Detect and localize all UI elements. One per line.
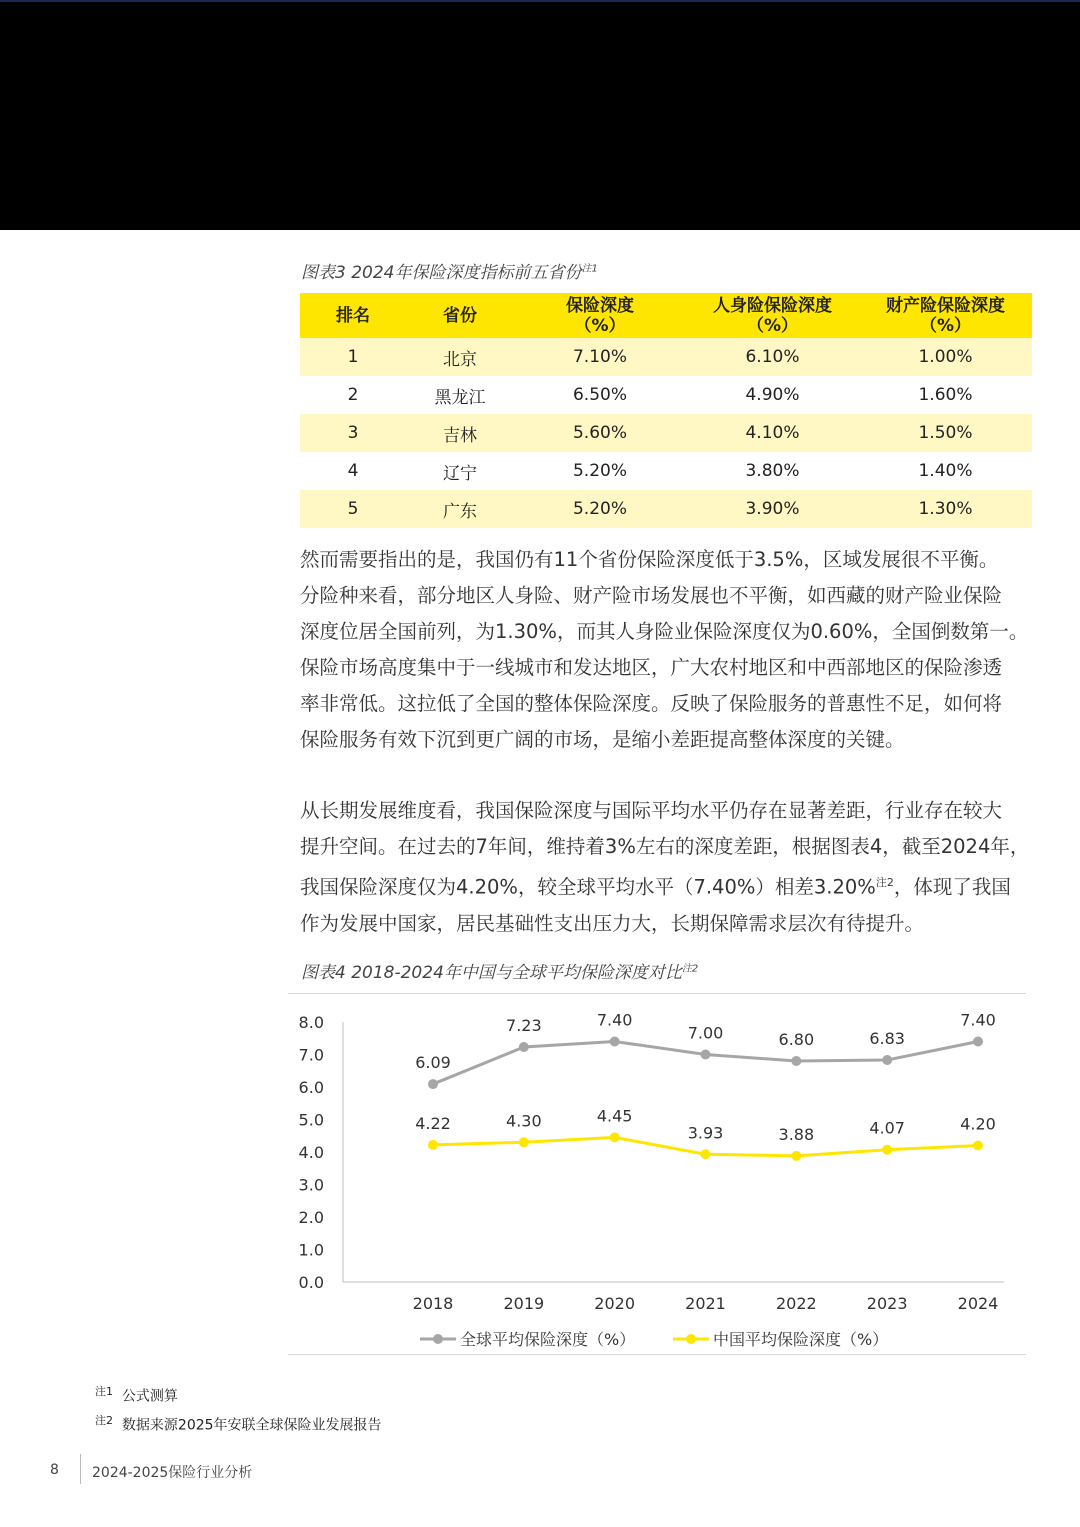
para2-line: 提升空间。在过去的7年间，维持着3%左右的深度差距，根据图表4，截至2024年， <box>300 835 1030 858</box>
table-cell: 黑龙江 <box>406 376 514 414</box>
note-1-text: 公式测算 <box>121 1388 178 1405</box>
table-cell: 4.90% <box>686 376 859 414</box>
table-cell: 5.20% <box>514 452 686 490</box>
x-tick-label: 2021 <box>685 1294 726 1313</box>
table3-caption-note: 注1 <box>581 263 598 275</box>
table3 <box>300 293 1032 528</box>
y-tick-label: 1.0 <box>298 1240 324 1260</box>
table-cell: 北京 <box>406 338 514 376</box>
paragraph-regional-imbalance <box>300 542 1045 758</box>
page-number: 8 <box>50 1462 59 1478</box>
y-tick-label: 4.0 <box>298 1143 324 1162</box>
table-row <box>300 414 1032 452</box>
para2-note: 注2 <box>875 876 894 889</box>
legend-label: 全球平均保险深度（%） <box>460 1330 636 1349</box>
table-cell: 6.10% <box>686 338 859 376</box>
note-1 <box>95 1383 178 1406</box>
table-cell: 广东 <box>406 490 514 528</box>
x-tick-label: 2023 <box>866 1294 908 1313</box>
legend-label: 中国平均保险深度（%） <box>713 1330 889 1349</box>
data-label-global: 6.09 <box>415 1053 451 1073</box>
y-tick-label: 0.0 <box>298 1273 324 1292</box>
chart4-caption-text: 图表4 2018-2024年中国与全球平均保险深度对比 <box>301 963 682 983</box>
data-label-global: 7.00 <box>687 1023 724 1043</box>
table-cell: 5 <box>300 490 406 528</box>
table-cell: 6.50% <box>514 376 686 414</box>
table-cell: 1.50% <box>859 414 1032 452</box>
table-cell: 3 <box>300 414 406 452</box>
table-cell: 7.10% <box>514 338 686 376</box>
header-top-line <box>0 0 1080 2</box>
data-label-global: 7.40 <box>960 1010 996 1030</box>
table-row <box>300 376 1032 414</box>
y-tick-label: 2.0 <box>298 1208 324 1227</box>
table-cell: 吉林 <box>406 414 514 452</box>
para2-line: 作为发展中国家，居民基础性支出压力大，长期保障需求层次有待提升。 <box>300 911 925 935</box>
chart4-frame <box>288 993 1026 1355</box>
table-cell: 3.90% <box>686 490 859 528</box>
table3-caption-text: 图表3 2024年保险深度指标前五省份 <box>301 263 582 283</box>
data-label-china: 3.93 <box>687 1123 724 1143</box>
x-tick-label: 2019 <box>503 1294 545 1313</box>
header-life-depth: 人身险保险深度 （%） <box>686 293 859 338</box>
para1-line: 然而需要指出的是，我国仍有11个省份保险深度低于3.5%，区域发展很不平衡。 <box>300 548 999 571</box>
table-cell: 1.30% <box>859 490 1032 528</box>
data-label-global: 7.23 <box>506 1016 542 1036</box>
para1-line: 保险市场高度集中于一线城市和发达地区，广大农村地区和中西部地区的保险渗透 <box>300 656 1003 679</box>
note-2 <box>95 1412 382 1435</box>
x-tick-label: 2024 <box>957 1294 999 1313</box>
y-tick-label: 8.0 <box>298 1013 324 1032</box>
data-label-china: 4.45 <box>596 1106 633 1126</box>
para1-line: 保险服务有效下沉到更广阔的市场，是缩小差距提高整体深度的关键。 <box>300 728 905 751</box>
table-cell: 1.60% <box>859 376 1032 414</box>
data-label-china: 3.88 <box>778 1124 815 1144</box>
data-label-global: 6.83 <box>869 1029 905 1049</box>
y-tick-label: 3.0 <box>298 1175 324 1195</box>
table-row <box>300 452 1032 490</box>
para1-line: 深度位居全国前列，为1.30%，而其人身险业保险深度仅为0.60%，全国倒数第一。 <box>300 620 1029 643</box>
table-cell: 3.80% <box>686 452 859 490</box>
page-footer <box>50 1462 253 1481</box>
table-cell: 2 <box>300 376 406 414</box>
table-cell: 5.20% <box>514 490 686 528</box>
chart4-caption-note: 注2 <box>681 963 699 975</box>
note-2-mark: 注2 <box>95 1414 113 1427</box>
para2-line: 从长期发展维度看，我国保险深度与国际平均水平仍存在显著差距，行业存在较大 <box>300 799 1003 822</box>
chart4-caption <box>301 958 698 983</box>
table-row <box>300 338 1032 376</box>
y-tick-label: 5.0 <box>298 1110 324 1130</box>
para1-line: 分险种来看，部分地区人身险、财产险市场发展也不平衡，如西藏的财产险业保险 <box>300 584 1003 607</box>
table-cell: 1.00% <box>859 338 1032 376</box>
para1-line: 率非常低。这拉低了全国的整体保险深度。反映了保险服务的普惠性不足，如何将 <box>300 692 1003 715</box>
data-label-china: 4.20 <box>960 1114 996 1134</box>
data-label-global: 6.80 <box>778 1030 815 1049</box>
table-cell: 1 <box>300 338 406 376</box>
table-cell: 辽宁 <box>406 452 514 490</box>
y-tick-label: 7.0 <box>298 1045 324 1065</box>
header-image-band <box>0 0 1080 230</box>
header-depth: 保险深度 （%） <box>514 293 686 338</box>
table-cell: 5.60% <box>514 414 686 452</box>
table-row <box>300 490 1032 528</box>
data-label-china: 4.22 <box>415 1113 451 1133</box>
data-label-global: 7.40 <box>596 1010 633 1030</box>
footer-separator <box>80 1454 81 1484</box>
header-province: 省份 <box>406 293 514 338</box>
para2-line: 我国保险深度仅为4.20%，较全球平均水平（7.40%）相差3.20%$^{注2}$，体现了我国 <box>300 875 1011 899</box>
header-rank: 排名 <box>300 293 406 338</box>
table-cell: 4.10% <box>686 414 859 452</box>
x-tick-label: 2020 <box>594 1294 636 1313</box>
table-cell: 4 <box>300 452 406 490</box>
paragraph-long-term <box>300 793 1045 942</box>
data-label-china: 4.30 <box>506 1111 542 1131</box>
footer-title: 2024-2025保险行业分析 <box>92 1465 253 1481</box>
x-tick-label: 2018 <box>412 1294 454 1313</box>
y-tick-label: 6.0 <box>298 1078 324 1097</box>
table3-caption <box>301 258 598 283</box>
data-label-china: 4.07 <box>869 1118 905 1138</box>
note-2-text: 数据来源2025年安联全球保险业发展报告 <box>121 1417 382 1434</box>
note-1-mark: 注1 <box>95 1385 113 1398</box>
table-cell: 1.40% <box>859 452 1032 490</box>
header-property-depth: 财产险保险深度 （%） <box>859 293 1032 338</box>
table3-header-row <box>300 293 1032 338</box>
x-tick-label: 2022 <box>775 1294 817 1313</box>
